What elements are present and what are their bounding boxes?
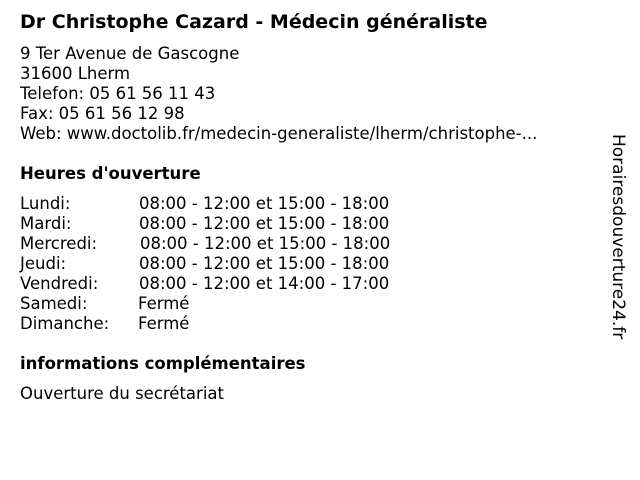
time-range: Fermé (138, 294, 190, 313)
additional-info-heading: informations complémentaires (20, 354, 306, 373)
time-range: 08:00 - 12:00 et 15:00 - 18:00 (139, 194, 390, 213)
address-city: 31600 Lherm (20, 64, 131, 83)
phone-number[interactable]: Telefon: 05 61 56 11 43 (20, 84, 216, 103)
day-label: Vendredi: (20, 274, 99, 293)
website-link[interactable]: Web: www.doctolib.fr/medecin-generaliste/lherm/christophe-... (20, 124, 538, 143)
day-label: Lundi: (20, 194, 71, 213)
day-label: Mardi: (20, 214, 72, 233)
address-street: 9 Ter Avenue de Gascogne (20, 44, 240, 63)
day-label: Mercredi: (20, 234, 98, 253)
time-range: 08:00 - 12:00 et 14:00 - 17:00 (139, 274, 390, 293)
opening-hours-heading: Heures d'ouverture (20, 164, 201, 183)
time-range: 08:00 - 12:00 et 15:00 - 18:00 (139, 254, 390, 273)
time-range: Fermé (138, 314, 190, 333)
additional-info-text: Ouverture du secrétariat (20, 384, 224, 403)
day-label: Jeudi: (20, 254, 67, 273)
day-label: Samedi: (20, 294, 88, 313)
time-range: 08:00 - 12:00 et 15:00 - 18:00 (140, 234, 391, 253)
contact-block (20, 44, 537, 144)
watermark-text: Horairesdouverture24.fr (608, 134, 628, 340)
day-label: Dimanche: (20, 314, 110, 333)
time-range: 08:00 - 12:00 et 15:00 - 18:00 (139, 214, 390, 233)
fax-number: Fax: 05 61 56 12 98 (20, 104, 185, 123)
page-title: Dr Christophe Cazard - Médecin généraliste (20, 11, 488, 33)
watermark (603, 134, 633, 370)
